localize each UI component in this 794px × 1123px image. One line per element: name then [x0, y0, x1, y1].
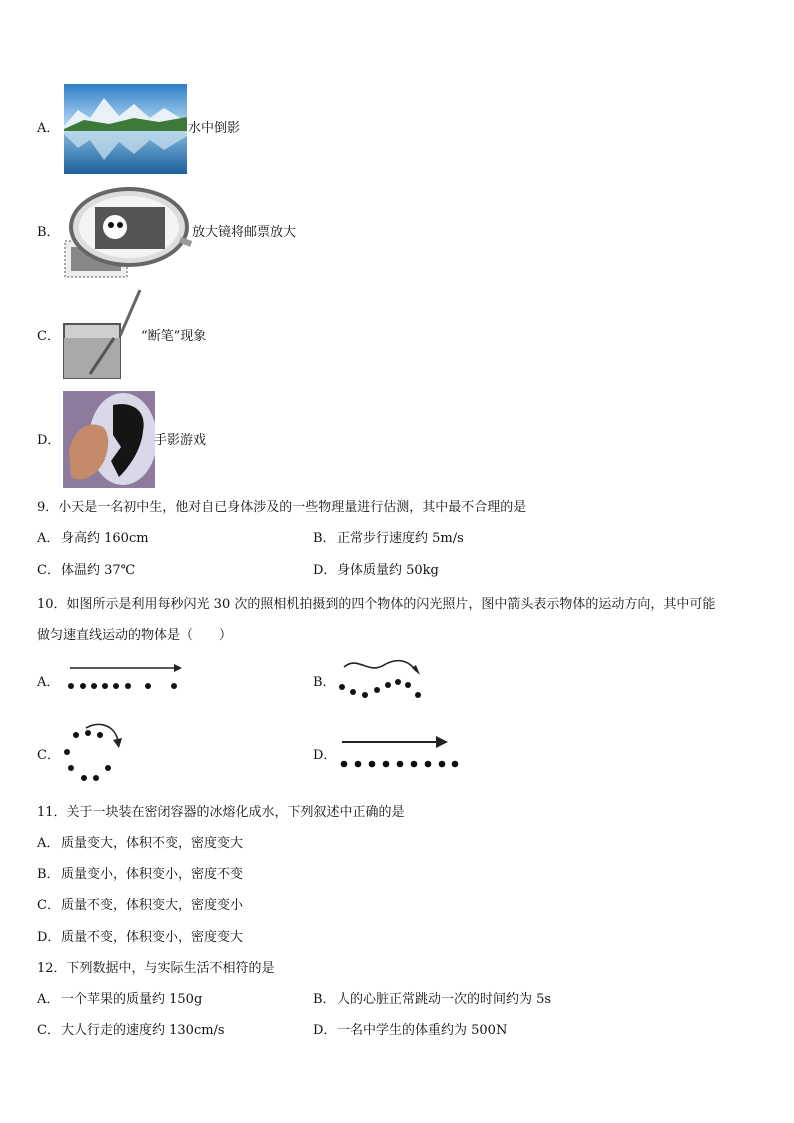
hand-shadow-image — [63, 391, 155, 488]
q10-option-d-letter: D． — [313, 748, 337, 763]
q9-option-d-text: 身体质量约 50kg — [337, 563, 439, 578]
magnifier-stamp-image — [63, 185, 193, 280]
q9-stem: 9．小天是一名初中生，他对自已身体涉及的一些物理量进行估测，其中最不合理的是 — [37, 500, 527, 515]
q10-option-a-letter: A． — [37, 675, 60, 690]
q11-option-c-text: 质量不变，体积变大，密度变小 — [61, 898, 244, 913]
q11-option-c-letter: C． — [37, 898, 60, 913]
q11-option-a-letter: A． — [37, 836, 60, 851]
q11-stem: 11．关于一块装在密闭容器的冰熔化成水，下列叙述中正确的是 — [37, 805, 405, 820]
q12-option-b-letter: B． — [313, 992, 336, 1007]
q11-option-d-letter: D． — [37, 930, 61, 945]
q11-option-d-text: 质量不变，体积变小，密度变大 — [61, 930, 244, 945]
q12-option-d-text: 一名中学生的体重约为 500N — [337, 1023, 508, 1038]
q9-option-a-text: 身高约 160cm — [61, 531, 149, 546]
q12-option-b-text: 人的心脏正常跳动一次的时间约为 5s — [337, 992, 552, 1007]
q12-stem: 12．下列数据中，与实际生活不相符的是 — [37, 961, 275, 976]
q9-option-a-letter: A． — [37, 531, 60, 546]
figure-b-curved-dots — [336, 655, 428, 700]
q9-option-b-letter: B． — [313, 531, 336, 546]
broken-pen-beaker-image — [60, 288, 144, 381]
figure-d-straight-even-dots — [338, 733, 460, 771]
q11-option-b-letter: B． — [37, 867, 60, 882]
figure-c-circular-dots — [62, 722, 122, 784]
q9-option-c-text: 体温约 37℃ — [61, 563, 136, 578]
q9-option-c-letter: C． — [37, 563, 60, 578]
q8-option-c-letter: C． — [37, 329, 60, 344]
lake-reflection-image — [64, 84, 187, 174]
q8-option-d-letter: D． — [37, 433, 61, 448]
q12-option-c-letter: C． — [37, 1023, 60, 1038]
q8-option-c-text: “断笔”现象 — [141, 329, 207, 344]
q10-option-b-letter: B． — [313, 675, 336, 690]
q11-option-b-text: 质量变小，体积变小，密度不变 — [61, 867, 244, 882]
q8-option-d-text: 手影游戏 — [154, 433, 207, 448]
q9-option-d-letter: D． — [313, 563, 337, 578]
q8-option-a-letter: A． — [37, 121, 60, 136]
q11-option-a-text: 质量变大，体积不变，密度变大 — [61, 836, 244, 851]
q8-option-a-text: 水中倒影 — [188, 121, 241, 136]
q8-option-b-text: 放大镜将邮票放大 — [192, 225, 297, 240]
q9-option-b-text: 正常步行速度约 5m/s — [337, 531, 464, 546]
figure-a-straight-uneven-dots — [64, 661, 184, 693]
q10-stem-line2: 做匀速直线运动的物体是（ ） — [37, 628, 233, 643]
q12-option-c-text: 大人行走的速度约 130cm/s — [61, 1023, 225, 1038]
q12-option-d-letter: D． — [313, 1023, 337, 1038]
q10-option-c-letter: C． — [37, 748, 60, 763]
q8-option-b-letter: B． — [37, 225, 60, 240]
q12-option-a-letter: A． — [37, 992, 60, 1007]
q12-option-a-text: 一个苹果的质量约 150g — [61, 992, 203, 1007]
q10-stem-line1: 10．如图所示是利用每秒闪光 30 次的照相机拍摄到的四个物体的闪光照片，图中箭头表示物体的运动方向，其中可能 — [37, 597, 716, 612]
